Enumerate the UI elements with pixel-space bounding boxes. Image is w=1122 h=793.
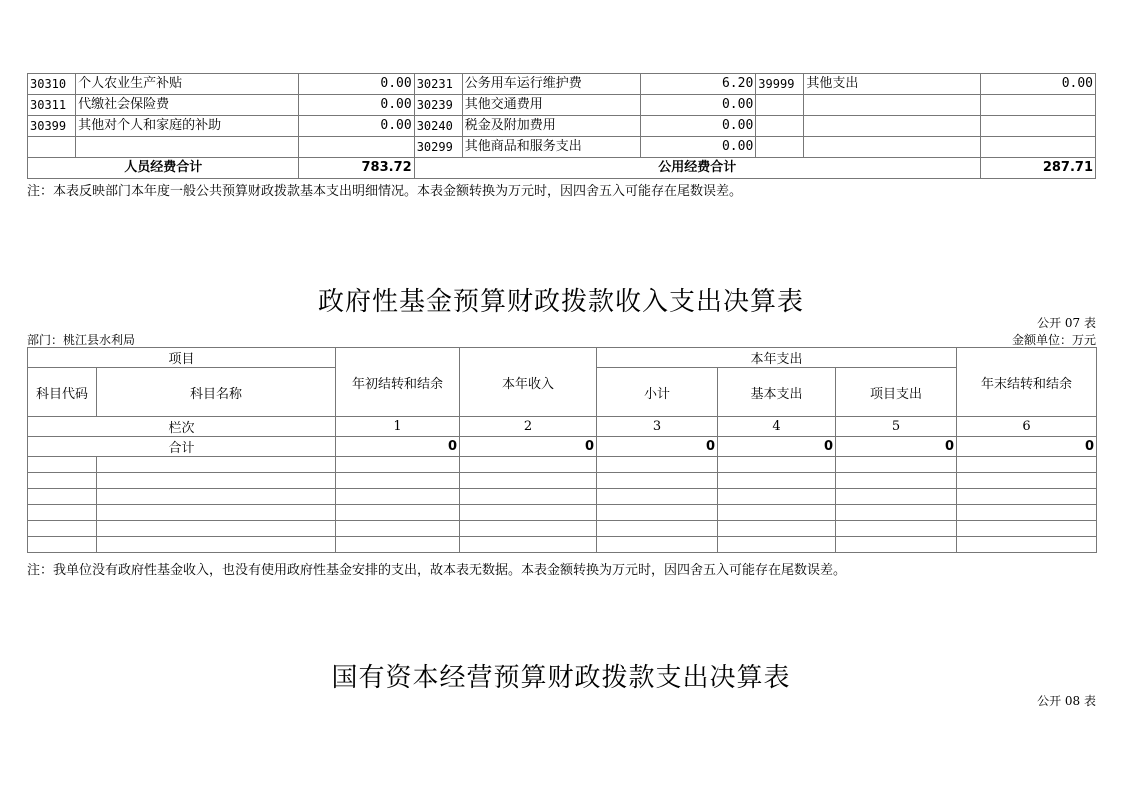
econ-code: 30231 <box>414 74 462 95</box>
table-number: 公开 07 表 <box>1037 316 1096 330</box>
header-basic: 基本支出 <box>718 368 836 417</box>
amount: 0.00 <box>641 116 756 137</box>
amount <box>980 116 1095 137</box>
department-label: 部门：桃江县水利局 <box>27 333 136 347</box>
econ-name <box>76 137 299 158</box>
econ-code: 30240 <box>414 116 462 137</box>
econ-name <box>804 137 980 158</box>
amount: 0.00 <box>641 95 756 116</box>
econ-code: 30311 <box>28 95 76 116</box>
amount: 6.20 <box>641 74 756 95</box>
header-project: 项目支出 <box>836 368 957 417</box>
total-value: 0 <box>957 437 1097 457</box>
government-fund-table <box>27 347 1097 553</box>
table-note: 注：本表反映部门本年度一般公共预算财政拨款基本支出明细情况。本表金额转换为万元时，因四舍五入可能存在尾数误差。 <box>27 184 743 199</box>
amount <box>299 137 414 158</box>
column-index-label: 栏次 <box>28 417 336 437</box>
column-index: 6 <box>957 417 1097 437</box>
column-index-row <box>28 417 1097 437</box>
empty-row <box>28 521 1097 537</box>
table-row <box>28 137 1096 158</box>
amount <box>980 95 1095 116</box>
table-row <box>28 116 1096 137</box>
page-title: 政府性基金预算财政拨款收入支出决算表 <box>317 287 804 317</box>
column-index: 4 <box>718 417 836 437</box>
header-end-balance: 年末结转和结余 <box>957 348 1097 417</box>
public-total-value: 287.71 <box>980 158 1095 179</box>
unit-label: 金额单位：万元 <box>1011 333 1096 347</box>
header-expense: 本年支出 <box>597 348 957 368</box>
amount: 0.00 <box>299 116 414 137</box>
total-value: 0 <box>836 437 957 457</box>
econ-name: 个人农业生产补贴 <box>76 74 299 95</box>
public-total-label: 公用经费合计 <box>414 158 980 179</box>
amount: 0.00 <box>641 137 756 158</box>
header-income: 本年收入 <box>460 348 597 417</box>
empty-row <box>28 489 1097 505</box>
amount: 0.00 <box>980 74 1095 95</box>
econ-name: 其他对个人和家庭的补助 <box>76 116 299 137</box>
header-row <box>28 348 1097 368</box>
personnel-total-label: 人员经费合计 <box>28 158 299 179</box>
econ-name: 其他交通费用 <box>462 95 640 116</box>
econ-code <box>756 116 804 137</box>
basic-expense-detail-table <box>27 73 1096 179</box>
econ-code: 30310 <box>28 74 76 95</box>
total-row <box>28 158 1096 179</box>
page-title: 国有资本经营预算财政拨款支出决算表 <box>331 663 791 693</box>
econ-name: 公务用车运行维护费 <box>462 74 640 95</box>
econ-name: 税金及附加费用 <box>462 116 640 137</box>
total-value: 0 <box>460 437 597 457</box>
econ-name <box>804 116 980 137</box>
econ-code <box>28 137 76 158</box>
table-row <box>28 95 1096 116</box>
econ-code <box>756 137 804 158</box>
econ-name <box>804 95 980 116</box>
econ-code: 30399 <box>28 116 76 137</box>
econ-code <box>756 95 804 116</box>
econ-code: 30239 <box>414 95 462 116</box>
column-index: 5 <box>836 417 957 437</box>
econ-name: 代缴社会保险费 <box>76 95 299 116</box>
total-value: 0 <box>597 437 718 457</box>
header-code: 科目代码 <box>28 368 97 417</box>
econ-name: 其他支出 <box>804 74 980 95</box>
amount: 0.00 <box>299 95 414 116</box>
header-item: 项目 <box>28 348 336 368</box>
amount <box>980 137 1095 158</box>
empty-row <box>28 473 1097 489</box>
empty-row <box>28 457 1097 473</box>
econ-code: 30299 <box>414 137 462 158</box>
table-note: 注：我单位没有政府性基金收入，也没有使用政府性基金安排的支出，故本表无数据。本表金额转换为万元时，因四舍五入可能存在尾数误差。 <box>27 563 847 578</box>
total-value: 0 <box>336 437 460 457</box>
total-label: 合计 <box>28 437 336 457</box>
econ-name: 其他商品和服务支出 <box>462 137 640 158</box>
empty-row <box>28 505 1097 521</box>
amount: 0.00 <box>299 74 414 95</box>
table-number: 公开 08 表 <box>1037 694 1096 708</box>
personnel-total-value: 783.72 <box>299 158 414 179</box>
econ-code: 39999 <box>756 74 804 95</box>
total-value: 0 <box>718 437 836 457</box>
header-begin-balance: 年初结转和结余 <box>336 348 460 417</box>
total-row <box>28 437 1097 457</box>
table-row <box>28 74 1096 95</box>
header-name: 科目名称 <box>97 368 336 417</box>
column-index: 1 <box>336 417 460 437</box>
column-index: 2 <box>460 417 597 437</box>
column-index: 3 <box>597 417 718 437</box>
header-subtotal: 小计 <box>597 368 718 417</box>
empty-row <box>28 537 1097 553</box>
